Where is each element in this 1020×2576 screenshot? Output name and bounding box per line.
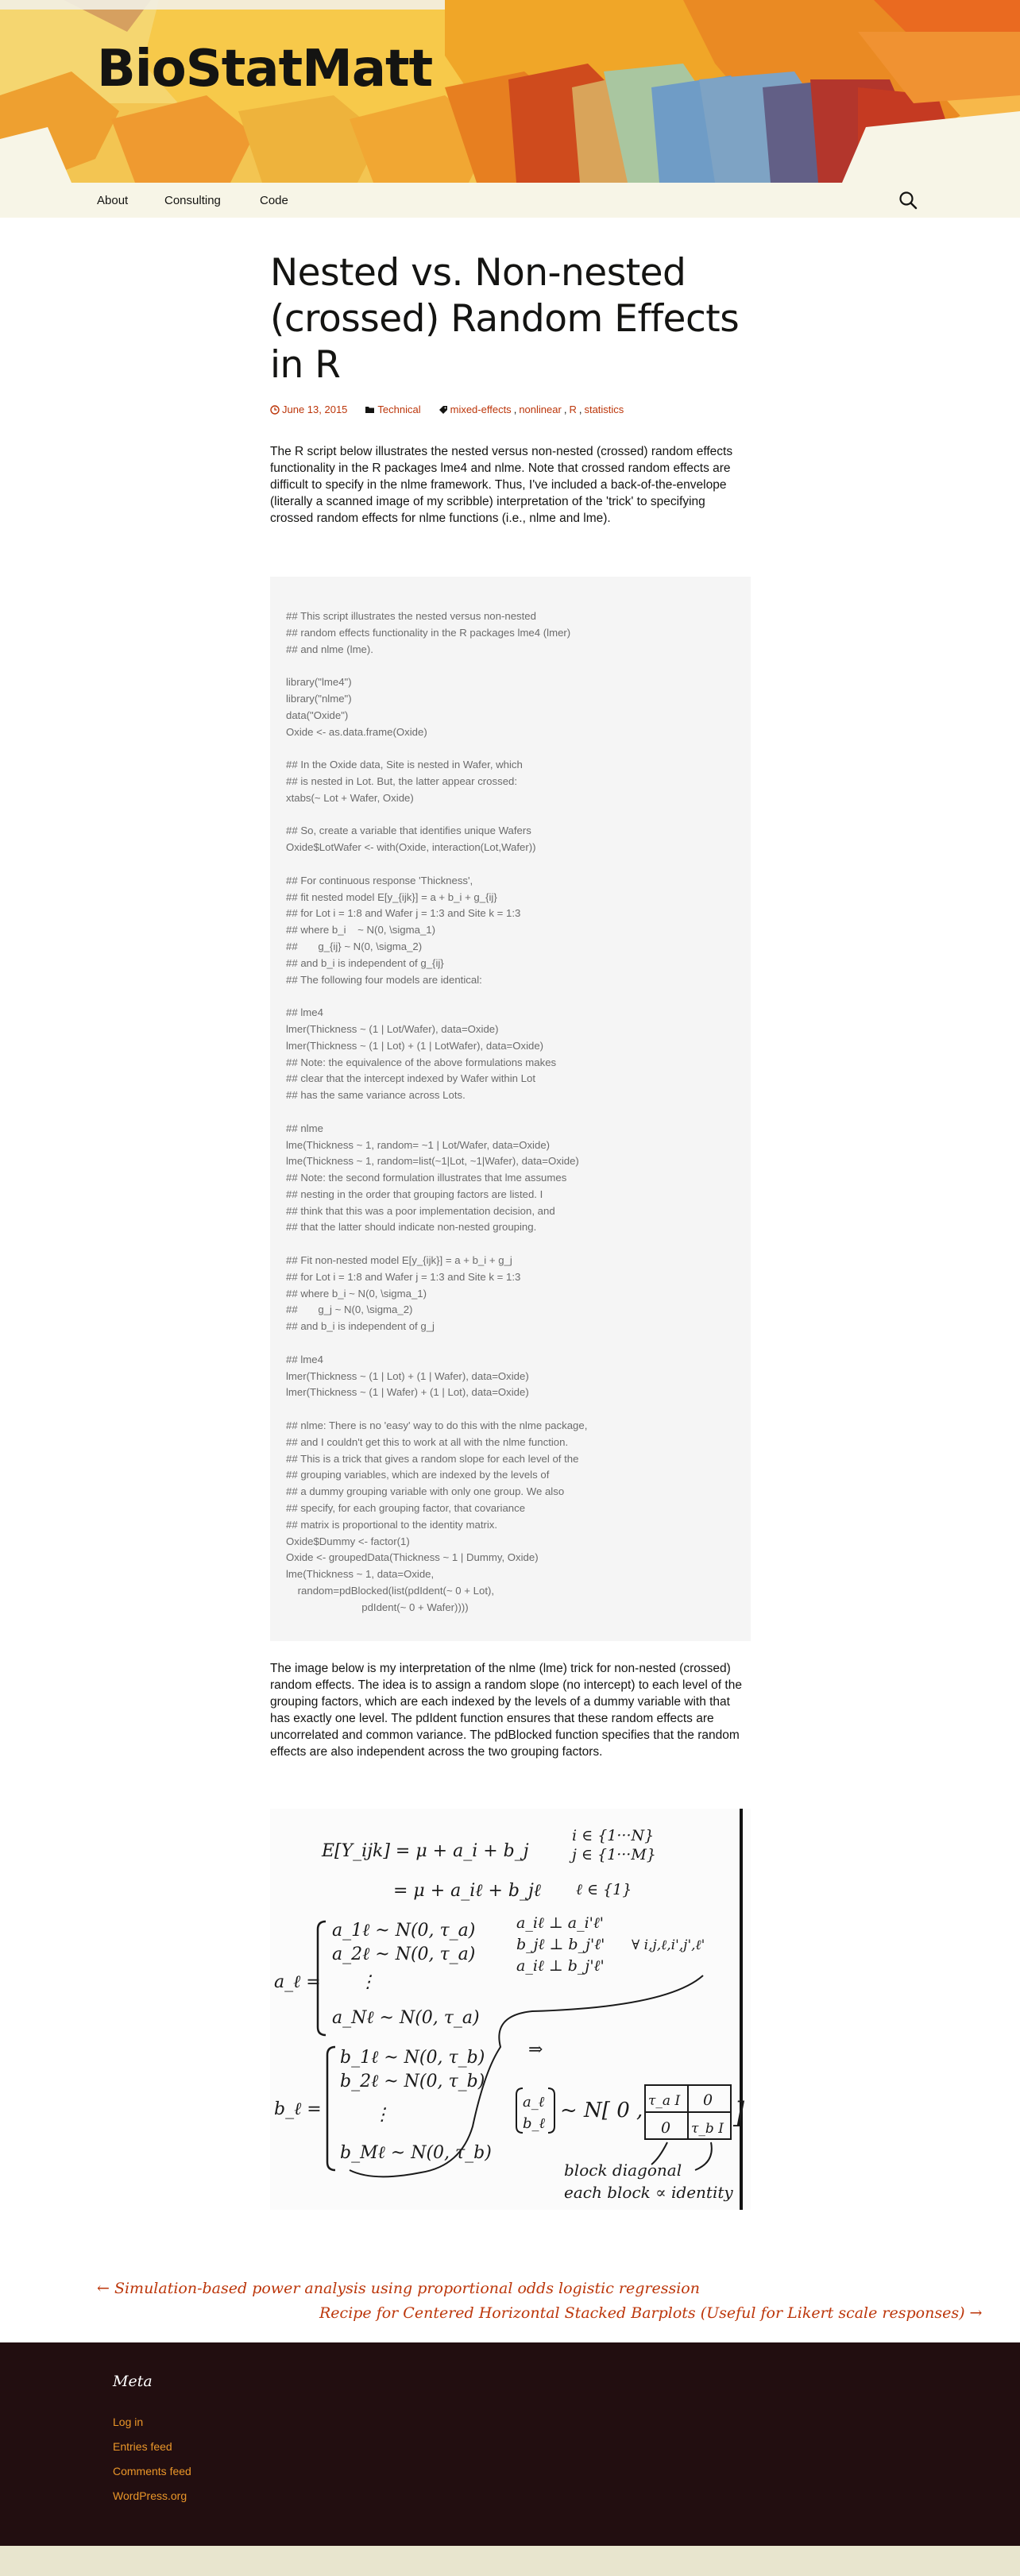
scan-indep: a_iℓ ⊥ a_i'ℓ' bbox=[516, 1914, 605, 1932]
scan-note1: block diagonal bbox=[564, 2161, 682, 2180]
site-title[interactable]: BioStatMatt bbox=[97, 40, 433, 98]
intro-paragraph: The R script below illustrates the nested versus non-nested (crossed) random effects functionality in the R packages lme4 and nlme. Note that crossed random effects are difficult to specify in the nlme framework. Thus, I've included a back-of-the-envelope (literally a scanned image of my scribble) interpretation of the 'trick' to specifying crossed random effects for nlme functions (i.e., nlme and lme). bbox=[270, 445, 733, 525]
scan-range3: ℓ ∈ {1} bbox=[576, 1881, 632, 1898]
scan-a-label: a_ℓ = bbox=[274, 1972, 321, 1992]
nav-item-code[interactable]: Code bbox=[260, 194, 288, 207]
scribble-image bbox=[270, 1809, 751, 2210]
scan-dist: ~ N[ 0 , bbox=[560, 2099, 643, 2122]
search-icon[interactable] bbox=[898, 190, 918, 210]
nav-item-consulting[interactable]: Consulting bbox=[164, 194, 221, 207]
footer-link-login[interactable]: Log in bbox=[113, 2416, 144, 2428]
tag-link[interactable]: statistics bbox=[584, 404, 624, 415]
tag-link[interactable]: R bbox=[569, 404, 577, 415]
clock-icon bbox=[270, 405, 280, 415]
tag-link[interactable]: mixed-effects bbox=[450, 404, 512, 415]
scan-vec-top: a_ℓ bbox=[523, 2094, 545, 2111]
scan-note2: each block ∝ identity bbox=[564, 2183, 733, 2202]
footer-link-entries-feed[interactable]: Entries feed bbox=[113, 2440, 172, 2453]
tag-link[interactable]: nonlinear bbox=[519, 404, 562, 415]
scan-a-row: a_Nℓ ~ N(0, τ_a) bbox=[332, 2008, 480, 2028]
site-header bbox=[0, 0, 1020, 183]
scan-line2: = μ + a_iℓ + b_jℓ bbox=[393, 1881, 541, 1901]
scan-b-row: b_1ℓ ~ N(0, τ_b) bbox=[340, 2048, 485, 2068]
post-title: Nested vs. Non-nested (crossed) Random Effects in R bbox=[270, 251, 740, 387]
scan-b-row: b_Mℓ ~ N(0, τ_b) bbox=[340, 2143, 492, 2163]
prev-post-link[interactable]: ← Simulation-based power analysis using proportional odds logistic regression bbox=[97, 2280, 700, 2297]
post-category[interactable]: Technical bbox=[377, 404, 421, 415]
scan-a-row: a_2ℓ ~ N(0, τ_a) bbox=[332, 1945, 476, 1964]
outro-paragraph: The image below is my interpretation of the nlme (lme) trick for non-nested (crossed) random effects. The idea is to assign a random slope (no intercept) to each level of the grouping factors, which are each indexed by the levels of a dummy variable with that has exactly one level. The pdIdent function ensures that these random effects are uncorrelated and common variance. The pdBlocked function specifies that the random effects are also independent across the two grouping factors. bbox=[270, 1662, 742, 1759]
post-date[interactable]: June 13, 2015 bbox=[282, 404, 348, 415]
scribble-drawing bbox=[270, 1809, 751, 2210]
scan-range2: j ∈ {1···M} bbox=[572, 1846, 656, 1863]
scan-close: ] bbox=[733, 2097, 745, 2130]
next-post-link[interactable]: Recipe for Centered Horizontal Stacked Barplots (Useful for Likert scale responses) → bbox=[319, 2304, 983, 2322]
code-block bbox=[270, 577, 751, 1641]
footer-link-comments-feed[interactable]: Comments feed bbox=[113, 2465, 191, 2478]
scan-indep: a_iℓ ⊥ b_j'ℓ' bbox=[516, 1957, 605, 1975]
scan-vec-bottom: b_ℓ bbox=[523, 2115, 546, 2132]
footer-meta-heading: Meta bbox=[113, 2373, 153, 2390]
scan-b-row: ⋮ bbox=[373, 2105, 391, 2125]
footer-link-wordpress[interactable]: WordPress.org bbox=[113, 2489, 187, 2502]
scan-a-row: a_1ℓ ~ N(0, τ_a) bbox=[332, 1921, 476, 1941]
scan-mat-tl: τ_a I bbox=[648, 2093, 681, 2109]
main-navigation bbox=[0, 183, 1020, 218]
scan-implies: ⇒ bbox=[528, 2040, 543, 2060]
site-footer bbox=[0, 2342, 1020, 2546]
scan-b-label: b_ℓ = bbox=[274, 2099, 322, 2119]
scan-a-row: ⋮ bbox=[359, 1972, 377, 1992]
scan-mat-bl: 0 bbox=[661, 2119, 671, 2137]
scan-mat-br: τ_b I bbox=[691, 2121, 724, 2137]
scan-indep: b_jℓ ⊥ b_j'ℓ' bbox=[516, 1936, 605, 1953]
folder-icon bbox=[365, 405, 375, 414]
scan-range1: i ∈ {1···N} bbox=[572, 1827, 655, 1844]
scan-forall: ∀ i,j,ℓ,i',j',ℓ' bbox=[632, 1937, 705, 1953]
post-meta: June 13, 2015 Technical mixed-effects , nonlinear , R , statistics bbox=[270, 404, 624, 415]
scan-b-row: b_2ℓ ~ N(0, τ_b) bbox=[340, 2072, 485, 2091]
tag-icon bbox=[439, 405, 448, 415]
nav-item-about[interactable]: About bbox=[97, 194, 129, 207]
r-script: ## This script illustrates the nested versus non-nested ## random effects functionality in the R packages lme4 (lmer) ## and nlme (lme). library("lme4") library("nlme") data("Oxide") Oxide <- as.data.frame(Oxide) ## In the Oxide data, Site is nested in Wafer, which ## is nested in Lot. But, the latter appear crossed: xtabs(~ Lot + Wafer, Oxide) ## So, create a variable that identifies unique Wafers Oxide$LotWafer <- with(Oxide, interaction(Lot,Wafer)) ## For continuous response 'Thickness', ## fit nested model E[y_{ijk}] = a + b_i + g_{ij} ## for Lot i = 1:8 and Wafer j = 1:3 and Site k = 1:3 ## where b_i ~ N(0, \sigma_1) ## g_{ij} ~ N(0, \sigma_2) ## and b_i is independent of g_{ij} ## The following four models are identical: ## lme4 lmer(Thickness ~ (1 | Lot/Wafer), data=Oxide) lmer(Thickness ~ (1 | Lot) + (1 | LotWafer), data=Oxide) ## Note: the equivalence of the above formulations makes ## clear that the intercept indexed by Wafer within Lot ## has the same variance across Lots. ## nlme lme(Thickness ~ 1, random= ~1 | Lot/Wafer, data=Oxide) lme(Thickness ~ 1, random=list(~1|Lot, ~1|Wafer), data=Oxide) ## Note: the second formulation illustrates that lme assumes ## nesting in the order that grouping factors are listed. I ## think that this was a poor implementation decision, and ## that the latter should indicate non-nested grouping. ## Fit non-nested model E[y_{ijk}] = a + b_i + g_j ## for Lot i = 1:8 and Wafer j = 1:3 and Site k = 1:3 ## where b_i ~ N(0, \sigma_1) ## g_j ~ N(0, \sigma_2) ## and b_i is independent of g_j ## lme4 lmer(Thickness ~ (1 | Lot) + (1 | Wafer), data=Oxide) lmer(Thickness ~ (1 | Wafer) + (1 | Lot), data=Oxide) ## nlme: There is no 'easy' way to do this with the nlme package, ## and I couldn't get this to work at all with the nlme function. ## This is a trick that gives a random slope for each level of the ## grouping variables, which are indexed by the levels of ## a dummy grouping variable with only one group. We also ## specify, for each grouping factor, that covariance ## matrix is proportional to the identity matrix. Oxide$Dummy <- factor(1) Oxide <- groupedData(Thickness ~ 1 | Dummy, Oxide) lme(Thickness ~ 1, data=Oxide, random=pdBlocked(list(pdIdent(~ 0 + Lot), pdIdent(~ 0 + Wafer)))) bbox=[286, 610, 588, 1613]
scan-line1: E[Y_ijk] = μ + a_i + b_j bbox=[322, 1841, 529, 1861]
scan-mat-tr: 0 bbox=[703, 2091, 713, 2109]
